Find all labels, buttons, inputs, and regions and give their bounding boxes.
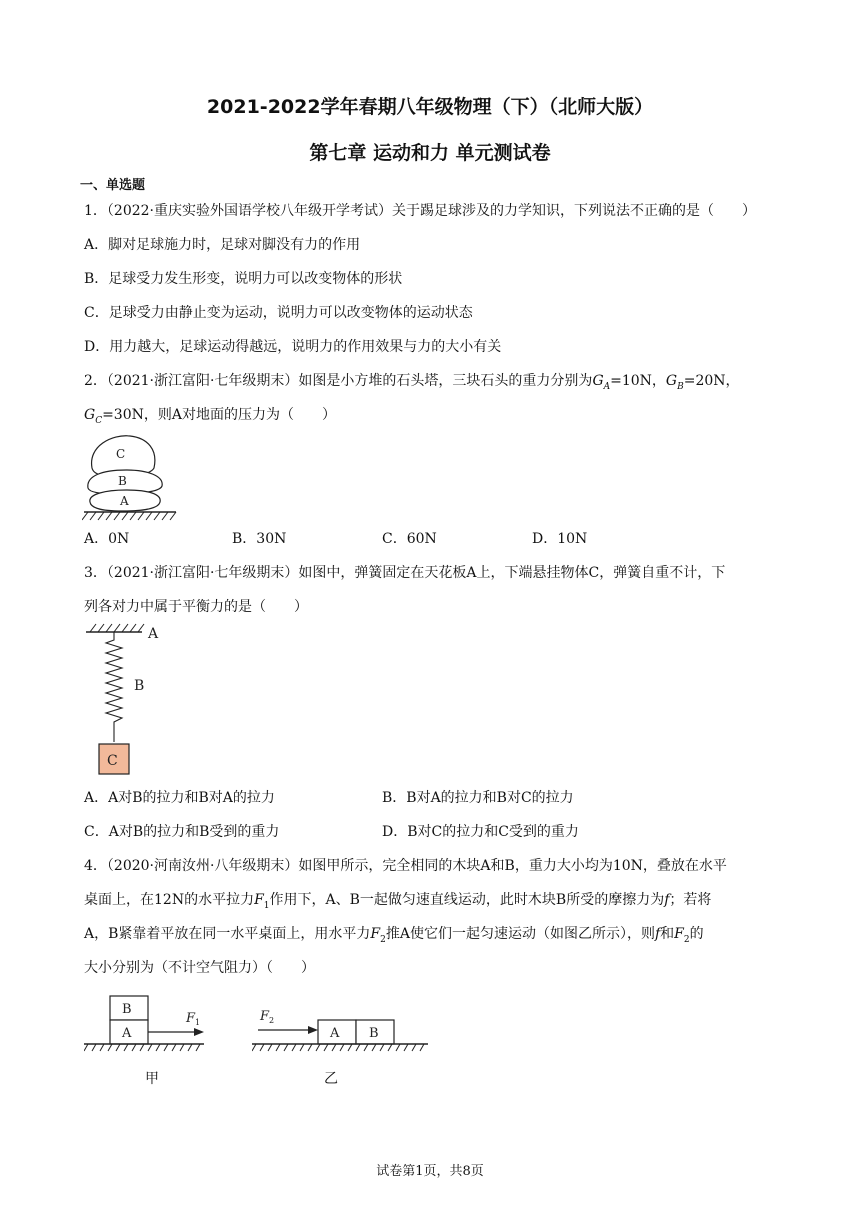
q2-ga-sub: A [603,381,611,392]
stone-a-label: A [120,494,129,508]
yi-b-label: B [369,1026,379,1041]
question-3-option-a: A．A对B的拉力和B对A的拉力 [84,790,275,806]
question-4-line2 [84,890,711,916]
figure-yi [252,1004,432,1054]
yi-force-sub: 2 [269,1016,275,1025]
stone-c-label: C [116,447,126,461]
q2-gc-val: =30N，则A对地面的压力为（ ） [102,407,336,423]
q2-gb: G [665,373,678,389]
figure-jia [84,992,224,1054]
question-1-option-a: A．脚对足球施力时，足球对脚没有力的作用 [84,237,361,253]
q4-l2c: ；若将 [669,892,712,908]
yi-a-label: A [330,1026,340,1041]
q2-gb-val: =20N， [683,373,740,389]
question-3-option-c: C．A对B的拉力和B受到的重力 [84,824,280,840]
q4-f1-sub: 1 [263,900,270,911]
figure-jia-caption: 甲 [145,1071,159,1087]
page-footer: 试卷第1页，共8页 [376,1164,484,1179]
q4-f2b-sub: 2 [683,934,690,945]
chapter-title: 第七章 运动和力 单元测试卷 [309,142,551,164]
jia-b-label: B [122,1002,132,1017]
q2-ga-val: =10N， [610,373,666,389]
figure-yi-caption: 乙 [324,1071,338,1087]
question-3-option-b: B．B对A的拉力和B对C的拉力 [382,790,574,806]
q4-l2b: 作用下，A、B一起做匀速直线运动，此时木块B所受的摩擦力为 [269,892,665,908]
q4-l3b: 推A使它们一起匀速运动（如图乙所示），则 [385,926,655,942]
question-1-option-d: D．用力越大，足球运动得越远，说明力的作用效果与力的大小有关 [84,339,502,355]
question-1-option-c: C．足球受力由静止变为运动，说明力可以改变物体的运动状态 [84,305,473,321]
ceiling-a-label: A [148,626,159,642]
q4-f-b: f [654,926,661,942]
q2-gc: G [84,407,96,423]
question-2-option-a: A．0N [84,531,130,547]
question-3-stem-line1: 3．（2021·浙江富阳·七年级期末）如图中，弹簧固定在天花板A上，下端悬挂物体C，弹簧自重不计，下 [84,565,726,581]
exam-title: 2021-2022学年春期八年级物理（下）（北师大版） [206,96,654,118]
q4-f2: F [370,926,381,942]
stone-b-label: B [118,474,127,488]
question-2-option-b: B．30N [232,531,287,547]
stone-tower-figure [82,432,182,522]
q4-f2b: F [674,926,684,942]
question-4-line4: 大小分别为（不计空气阻力）（ ） [84,960,315,976]
yi-force-label: F [260,1009,270,1024]
q4-f2-sub: 2 [380,934,386,945]
question-4-line1: 4．（2020·河南汝州·八年级期末）如图甲所示，完全相同的木块A和B，重力大小均为10N，叠放在水平 [84,858,727,874]
question-2-option-d: D．10N [532,531,588,547]
jia-force-label: F [186,1011,196,1026]
section-heading: 一、单选题 [80,178,146,193]
question-3-stem-line2: 列各对力中属于平衡力的是（ ） [84,599,308,615]
jia-force-sub: 1 [195,1018,201,1027]
q2-text: 2．（2021·浙江富阳·七年级期末）如图是小方堆的石头塔，三块石头的重力分别为 [84,373,593,389]
question-3-option-d: D．B对C的拉力和C受到的重力 [382,824,579,840]
q2-ga: G [592,373,604,389]
q2-gc-sub: C [95,415,103,426]
q4-l2a: 桌面上，在12N的水平拉力 [84,892,255,908]
q4-f1: F [254,892,264,908]
q4-l3a: A，B紧靠着平放在同一水平桌面上，用水平力 [84,926,371,942]
jia-a-label: A [122,1026,132,1041]
q4-l3d: 的 [689,926,704,942]
q4-l3c: 和 [660,926,675,942]
q2-gb-sub: B [677,381,684,392]
spring-b-label: B [134,678,145,694]
question-2-option-c: C．60N [382,531,437,547]
question-1-option-b: B．足球受力发生形变，说明力可以改变物体的形状 [84,271,403,287]
spring-figure [86,622,176,782]
question-2-stem-line2 [84,405,336,431]
question-1-stem: 1．（2022·重庆实验外国语学校八年级开学考试）关于踢足球涉及的力学知识，下列说法不正确的是（ ） [84,203,756,219]
question-4-line3 [84,924,704,950]
q4-f: f [664,892,670,908]
block-c-label: C [107,753,118,769]
question-2-stem-line1 [84,371,740,397]
